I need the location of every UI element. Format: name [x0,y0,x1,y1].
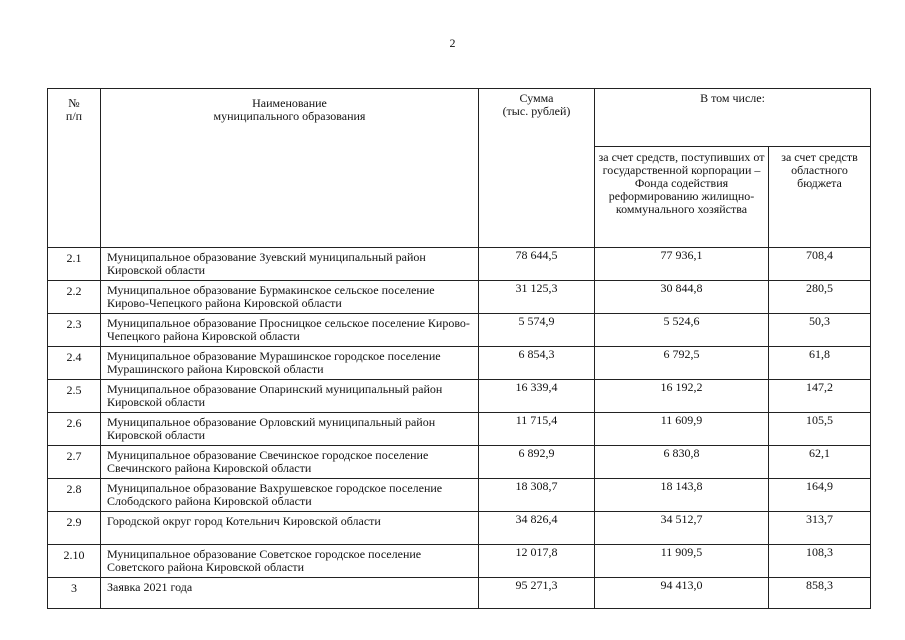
table-row [48,446,871,479]
row-regional-cell: 858,3 [769,578,871,609]
row-sum-cell: 12 017,8 [479,545,595,578]
table-row [48,248,871,281]
row-sum-cell: 34 826,4 [479,512,595,545]
row-sum-cell: 16 339,4 [479,380,595,413]
table-row [48,545,871,578]
row-sum-cell: 95 271,3 [479,578,595,609]
row-regional-cell: 61,8 [769,347,871,380]
row-name-cell: Муниципальное образование Опаринский муниципальный район Кировской области [101,380,479,413]
row-name-cell: Муниципальное образование Орловский муниципальный район Кировской области [101,413,479,446]
page-number: 2 [449,36,456,50]
header-num: № п/п [48,89,101,248]
table-row [48,512,871,545]
row-regional-cell: 708,4 [769,248,871,281]
header-sum: Сумма (тыс. рублей) [479,89,595,248]
row-fund-cell: 6 830,8 [595,446,769,479]
row-name-cell: Заявка 2021 года [101,578,479,609]
header-regional: за счет средств областного бюджета [769,147,871,248]
table-row [48,314,871,347]
row-fund-cell: 6 792,5 [595,347,769,380]
row-regional-cell: 50,3 [769,314,871,347]
row-sum-cell: 31 125,3 [479,281,595,314]
header-row-1 [48,89,871,147]
row-sum-cell: 6 854,3 [479,347,595,380]
row-fund-cell: 11 609,9 [595,413,769,446]
table-row [48,578,871,609]
row-name-cell: Муниципальное образование Свечинское городское поселение Свечинского района Кировской области [101,446,479,479]
header-fund: за счет средств, поступивших от государственной корпорации – Фонда содействия реформированию жилищно-коммунального хозяйства [595,147,769,248]
row-sum-cell: 11 715,4 [479,413,595,446]
row-sum-cell: 6 892,9 [479,446,595,479]
table-body [48,248,871,609]
row-fund-cell: 5 524,6 [595,314,769,347]
row-regional-cell: 62,1 [769,446,871,479]
row-regional-cell: 108,3 [769,545,871,578]
row-name-cell: Городской округ город Котельнич Кировской области [101,512,479,545]
header-name: Наименование муниципального образования [101,89,479,248]
row-regional-cell: 313,7 [769,512,871,545]
table-row [48,281,871,314]
row-regional-cell: 280,5 [769,281,871,314]
row-regional-cell: 147,2 [769,380,871,413]
funding-table [47,88,871,609]
row-fund-cell: 94 413,0 [595,578,769,609]
table-row [48,479,871,512]
row-name-cell: Муниципальное образование Зуевский муниципальный район Кировской области [101,248,479,281]
row-regional-cell: 105,5 [769,413,871,446]
row-name-cell: Муниципальное образование Бурмакинское сельское поселение Кирово-Чепецкого района Кировской области [101,281,479,314]
row-num-cell: 2.1 [48,248,101,281]
row-num-cell: 2.3 [48,314,101,347]
table-row [48,413,871,446]
row-num-cell: 2.9 [48,512,101,545]
row-num-cell: 2.5 [48,380,101,413]
table-row [48,347,871,380]
row-sum-cell: 5 574,9 [479,314,595,347]
row-fund-cell: 34 512,7 [595,512,769,545]
table-row [48,380,871,413]
row-name-cell: Муниципальное образование Советское городское поселение Советского района Кировской области [101,545,479,578]
row-name-cell: Муниципальное образование Вахрушевское городское поселение Слободского района Кировской области [101,479,479,512]
row-name-cell: Муниципальное образование Просницкое сельское поселение Кирово-Чепецкого района Кировской области [101,314,479,347]
row-sum-cell: 78 644,5 [479,248,595,281]
row-fund-cell: 30 844,8 [595,281,769,314]
header-including: В том числе: [595,89,871,147]
row-name-cell: Муниципальное образование Мурашинское городское поселение Мурашинского района Кировской области [101,347,479,380]
row-num-cell: 2.6 [48,413,101,446]
row-sum-cell: 18 308,7 [479,479,595,512]
row-num-cell: 2.8 [48,479,101,512]
row-fund-cell: 77 936,1 [595,248,769,281]
row-regional-cell: 164,9 [769,479,871,512]
row-num-cell: 2.7 [48,446,101,479]
row-fund-cell: 16 192,2 [595,380,769,413]
row-fund-cell: 11 909,5 [595,545,769,578]
row-num-cell: 3 [48,578,101,609]
row-num-cell: 2.10 [48,545,101,578]
row-num-cell: 2.2 [48,281,101,314]
row-fund-cell: 18 143,8 [595,479,769,512]
row-num-cell: 2.4 [48,347,101,380]
